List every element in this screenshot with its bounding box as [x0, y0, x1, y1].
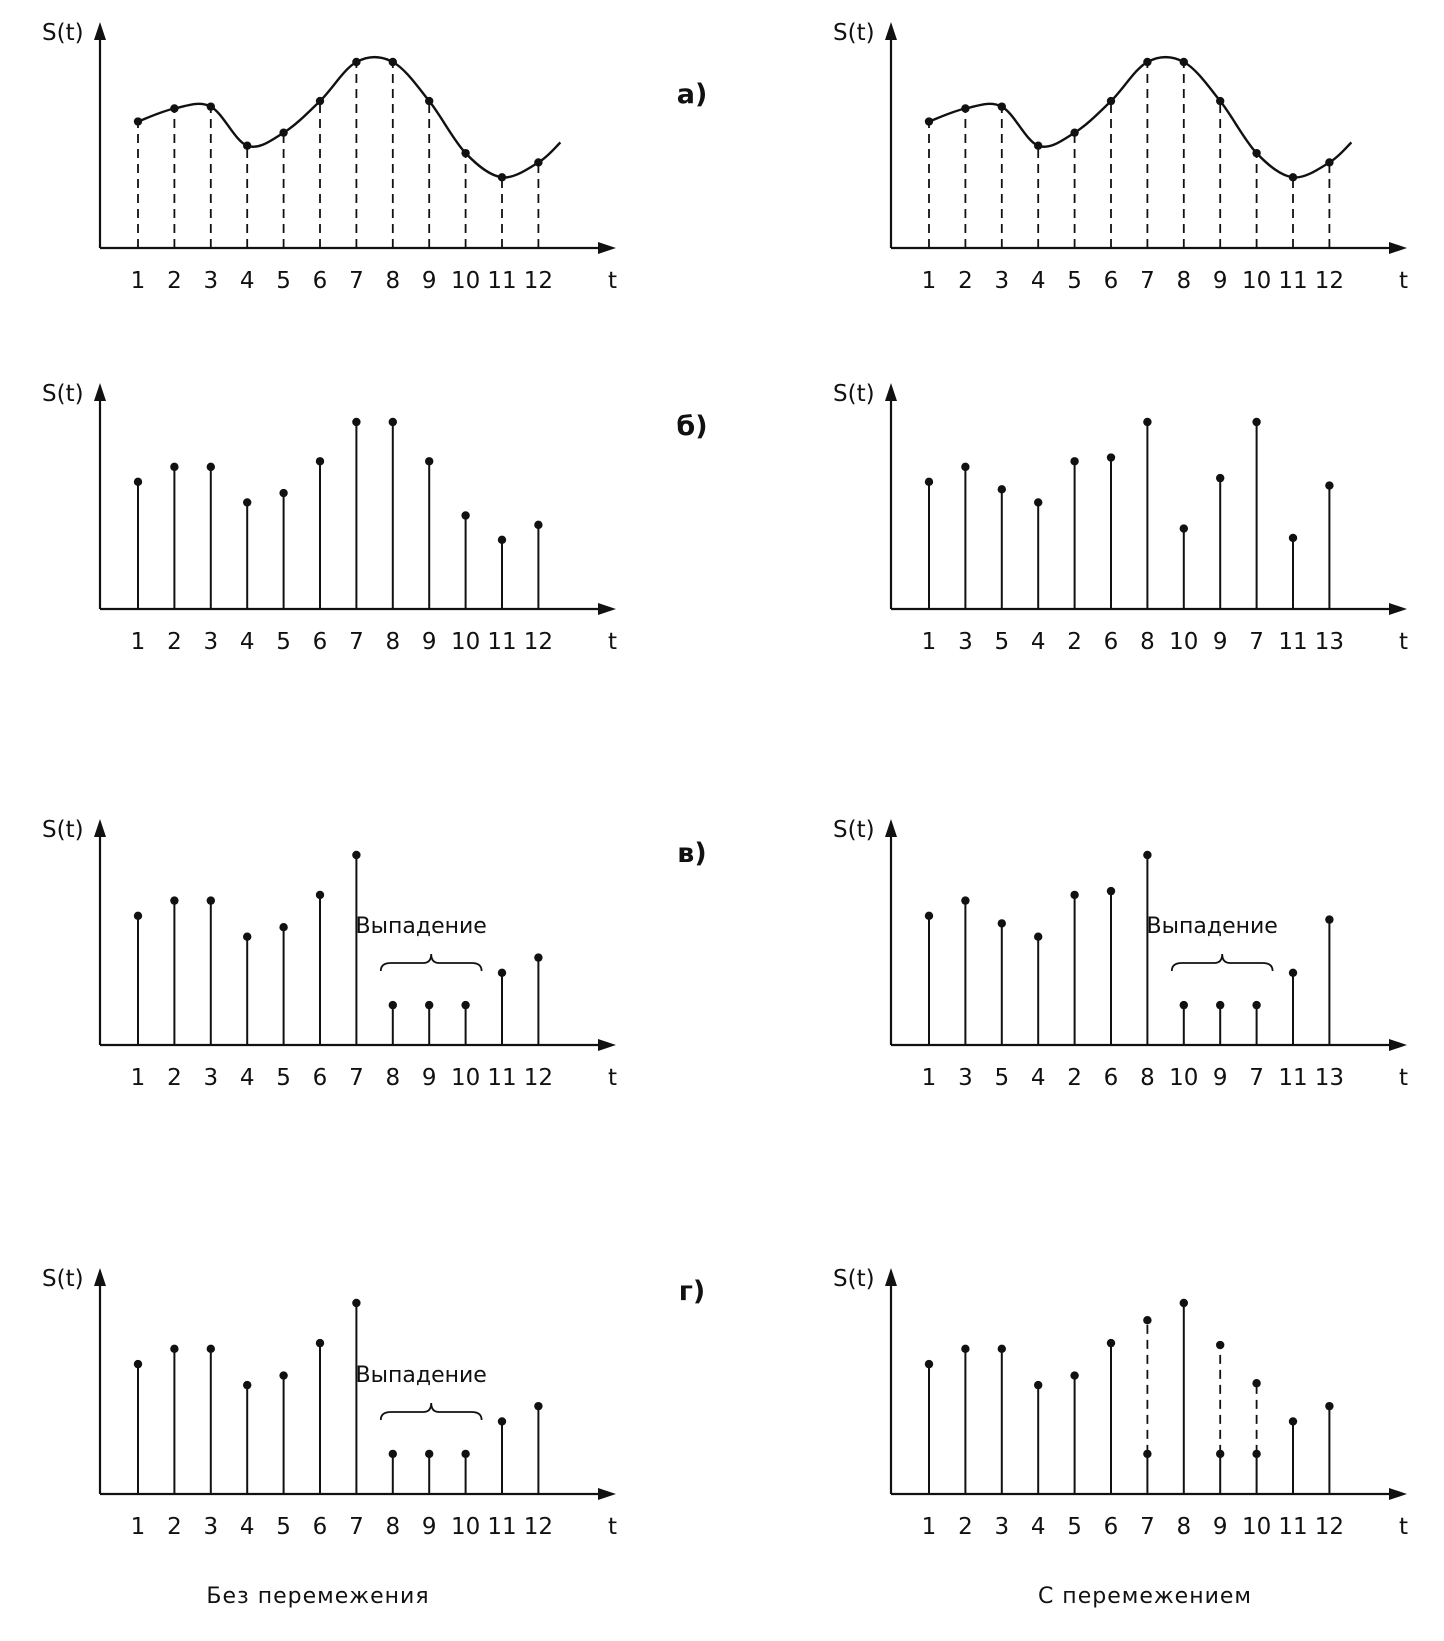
x-axis-arrow	[1389, 1039, 1407, 1051]
stem-point	[243, 1381, 251, 1389]
stem-point	[461, 511, 469, 519]
stem-point	[170, 463, 178, 471]
tick-label: 8	[385, 268, 401, 294]
caption-right: С перемежением	[1037, 1584, 1253, 1609]
sample-point	[1034, 142, 1042, 150]
y-axis-arrow	[885, 383, 897, 401]
y-axis-arrow	[94, 22, 106, 40]
stem-point	[425, 1001, 433, 1009]
stem-point	[1216, 1341, 1224, 1349]
stem-point	[1289, 969, 1297, 977]
stem-point	[1252, 1001, 1260, 1009]
stem-point	[961, 463, 969, 471]
tick-label: 10	[450, 268, 481, 294]
y-axis-arrow	[885, 22, 897, 40]
tick-label: 7	[349, 1065, 364, 1091]
panel-6	[42, 1266, 617, 1540]
sample-point	[1216, 97, 1224, 105]
y-axis-label: S(t)	[833, 381, 875, 407]
sample-point	[925, 117, 933, 125]
stem-point	[316, 1339, 324, 1347]
tick-label: 3	[958, 629, 973, 655]
x-axis-arrow	[1389, 603, 1407, 615]
stem-point	[1252, 1450, 1260, 1458]
stem-point	[279, 489, 287, 497]
y-axis-label: S(t)	[42, 1266, 84, 1292]
stem-point	[316, 891, 324, 899]
stem-point	[498, 969, 506, 977]
tick-label: 4	[1030, 1514, 1046, 1540]
stem-point	[425, 1450, 433, 1458]
stem-point	[243, 933, 251, 941]
tick-label: 9	[1212, 268, 1228, 294]
stem-point	[207, 896, 215, 904]
stem-point	[134, 478, 142, 486]
tick-label: 3	[958, 1065, 973, 1091]
stem-point	[1143, 1450, 1151, 1458]
y-axis-arrow	[94, 1268, 106, 1286]
tick-label: 2	[167, 1514, 182, 1540]
stem-point	[961, 896, 969, 904]
stem-point	[461, 1001, 469, 1009]
sample-point	[1289, 173, 1297, 181]
signal-curve	[929, 57, 1351, 177]
tick-label: 7	[1249, 629, 1264, 655]
tick-label: 11	[487, 1065, 517, 1091]
tick-label: 4	[1030, 268, 1046, 294]
y-axis-arrow	[94, 383, 106, 401]
tick-label: 4	[239, 268, 255, 294]
tick-label: 6	[1103, 629, 1119, 655]
tick-label: 8	[1176, 268, 1192, 294]
tick-label: 3	[994, 268, 1010, 294]
stem-point	[1216, 474, 1224, 482]
tick-label: 8	[1140, 1065, 1155, 1091]
tick-label: 1	[130, 268, 146, 294]
sample-point	[498, 173, 506, 181]
tick-label: 9	[421, 1514, 437, 1540]
stem-point	[925, 912, 933, 920]
tick-label: 8	[1140, 629, 1155, 655]
stem-point	[1289, 534, 1297, 542]
tick-label: 10	[450, 1065, 481, 1091]
x-axis-arrow	[598, 603, 616, 615]
y-axis-arrow	[94, 819, 106, 837]
tick-label: 10	[450, 1514, 481, 1540]
tick-label: 13	[1314, 629, 1345, 655]
tick-label: 7	[1249, 1065, 1264, 1091]
tick-label: 8	[1176, 1514, 1192, 1540]
tick-label: 6	[312, 1514, 328, 1540]
stem-point	[1325, 481, 1333, 489]
sample-point	[243, 142, 251, 150]
stem-point	[534, 953, 542, 961]
tick-label: 7	[349, 629, 364, 655]
tick-label: 4	[239, 1514, 255, 1540]
stem-point	[134, 912, 142, 920]
stem-point	[243, 498, 251, 506]
x-axis-arrow	[598, 242, 616, 254]
stem-point	[998, 919, 1006, 927]
panel-0	[42, 20, 617, 294]
panel-2	[42, 381, 617, 655]
stem-point	[279, 1371, 287, 1379]
panel-label-b: б)	[676, 411, 708, 442]
tick-label: 10	[1241, 268, 1272, 294]
stem-point	[207, 463, 215, 471]
y-axis-label: S(t)	[833, 1266, 875, 1292]
tick-label: 7	[1140, 268, 1155, 294]
stem-point	[1070, 1371, 1078, 1379]
tick-label: 2	[167, 1065, 182, 1091]
sample-point	[1107, 97, 1115, 105]
x-axis-label: t	[1399, 1514, 1409, 1540]
tick-label: 11	[1278, 1065, 1308, 1091]
stem-point	[389, 1001, 397, 1009]
stem-point	[352, 851, 360, 859]
tick-label: 2	[958, 1514, 973, 1540]
tick-label: 5	[994, 1065, 1010, 1091]
sample-point	[389, 58, 397, 66]
stem-point	[170, 1345, 178, 1353]
tick-label: 5	[276, 1514, 291, 1540]
brace	[1172, 954, 1273, 971]
stem-point	[1070, 891, 1078, 899]
tick-label: 4	[1030, 1065, 1046, 1091]
stem-point	[498, 1417, 506, 1425]
stem-point	[134, 1360, 142, 1368]
tick-label: 12	[523, 1514, 554, 1540]
stem-point	[998, 485, 1006, 493]
tick-label: 12	[1314, 268, 1345, 294]
sample-point	[352, 58, 360, 66]
tick-label: 8	[385, 1065, 401, 1091]
y-axis-label: S(t)	[833, 20, 875, 46]
tick-label: 5	[276, 268, 291, 294]
stem-point	[1289, 1417, 1297, 1425]
stem-point	[425, 457, 433, 465]
tick-label: 11	[1278, 1514, 1308, 1540]
sample-point	[425, 97, 433, 105]
sample-point	[961, 104, 969, 112]
tick-label: 5	[276, 1065, 291, 1091]
stem-point	[1034, 933, 1042, 941]
sample-point	[279, 128, 287, 136]
tick-label: 11	[1278, 268, 1308, 294]
stem-point	[1252, 1379, 1260, 1387]
sample-point	[1325, 158, 1333, 166]
tick-label: 1	[921, 268, 937, 294]
y-axis-label: S(t)	[833, 817, 875, 843]
tick-label: 12	[1314, 1514, 1345, 1540]
tick-label: 1	[921, 629, 937, 655]
sample-point	[1180, 58, 1188, 66]
stem-point	[1034, 1381, 1042, 1389]
tick-label: 4	[1030, 629, 1046, 655]
stem-point	[1180, 524, 1188, 532]
tick-label: 12	[523, 629, 554, 655]
tick-label: 3	[203, 1514, 219, 1540]
tick-label: 12	[523, 1065, 554, 1091]
stem-point	[534, 521, 542, 529]
x-axis-label: t	[608, 1514, 618, 1540]
stem-point	[279, 923, 287, 931]
tick-label: 1	[130, 629, 146, 655]
tick-label: 3	[994, 1514, 1010, 1540]
tick-label: 3	[203, 629, 219, 655]
signal-curve	[138, 57, 560, 177]
tick-label: 10	[1169, 1065, 1199, 1091]
stem-point	[1143, 851, 1151, 859]
y-axis-label: S(t)	[42, 20, 84, 46]
tick-label: 5	[1067, 1514, 1082, 1540]
tick-label: 6	[1103, 1514, 1119, 1540]
stem-point	[170, 896, 178, 904]
tick-label: 11	[487, 268, 517, 294]
tick-label: 10	[1169, 629, 1199, 655]
panel-label-v: в)	[677, 838, 707, 869]
stem-point	[207, 1345, 215, 1353]
panel-5	[833, 817, 1408, 1091]
tick-label: 9	[1212, 1514, 1228, 1540]
tick-label: 2	[167, 629, 182, 655]
x-axis-arrow	[1389, 242, 1407, 254]
tick-label: 4	[239, 629, 255, 655]
stem-point	[925, 1360, 933, 1368]
tick-label: 8	[385, 629, 401, 655]
stem-point	[1034, 498, 1042, 506]
sample-point	[207, 102, 215, 110]
stem-point	[1070, 457, 1078, 465]
sample-point	[461, 149, 469, 157]
tick-label: 11	[1278, 629, 1308, 655]
panel-3	[833, 381, 1408, 655]
tick-label: 10	[1241, 1514, 1272, 1540]
panels-layer	[42, 20, 1408, 1540]
stem-point	[1216, 1450, 1224, 1458]
tick-label: 5	[994, 629, 1010, 655]
tick-label: 12	[523, 268, 554, 294]
tick-label: 9	[1212, 629, 1228, 655]
tick-label: 1	[130, 1514, 146, 1540]
stem-point	[389, 1450, 397, 1458]
stem-point	[1180, 1001, 1188, 1009]
tick-label: 7	[1140, 1514, 1155, 1540]
stem-point	[998, 1345, 1006, 1353]
tick-label: 5	[276, 629, 291, 655]
x-axis-label: t	[608, 629, 618, 655]
y-axis-label: S(t)	[42, 817, 84, 843]
tick-label: 8	[385, 1514, 401, 1540]
annotation-text: Выпадение	[1146, 914, 1278, 939]
stem-point	[352, 418, 360, 426]
tick-label: 9	[421, 1065, 437, 1091]
y-axis-label: S(t)	[42, 381, 84, 407]
panel-7	[833, 1266, 1408, 1540]
brace	[381, 954, 482, 971]
annotation-text: Выпадение	[355, 914, 487, 939]
stem-point	[925, 478, 933, 486]
stem-point	[1107, 1339, 1115, 1347]
tick-label: 4	[239, 1065, 255, 1091]
sample-point	[170, 104, 178, 112]
stem-point	[961, 1345, 969, 1353]
tick-label: 6	[312, 268, 328, 294]
sample-point	[316, 97, 324, 105]
stem-point	[461, 1450, 469, 1458]
stem-point	[534, 1402, 542, 1410]
stem-point	[1180, 1299, 1188, 1307]
panel-label-g: г)	[678, 1276, 706, 1307]
sample-point	[1070, 128, 1078, 136]
sample-point	[1252, 149, 1260, 157]
sample-point	[1143, 58, 1151, 66]
tick-label: 9	[421, 629, 437, 655]
caption-left: Без перемежения	[206, 1584, 430, 1609]
stem-point	[1252, 418, 1260, 426]
x-axis-label: t	[1399, 268, 1409, 294]
x-axis-label: t	[608, 268, 618, 294]
annotation-text: Выпадение	[355, 1363, 487, 1388]
tick-label: 1	[921, 1514, 937, 1540]
stem-point	[316, 457, 324, 465]
tick-label: 9	[421, 268, 437, 294]
x-axis-arrow	[1389, 1488, 1407, 1500]
tick-label: 7	[349, 268, 364, 294]
stem-point	[1325, 1402, 1333, 1410]
panel-4	[42, 817, 617, 1091]
y-axis-arrow	[885, 1268, 897, 1286]
panel-1	[833, 20, 1408, 294]
sample-point	[998, 102, 1006, 110]
x-axis-arrow	[598, 1039, 616, 1051]
stem-point	[1325, 915, 1333, 923]
y-axis-arrow	[885, 819, 897, 837]
tick-label: 11	[487, 1514, 517, 1540]
tick-label: 3	[203, 1065, 219, 1091]
tick-label: 2	[958, 268, 973, 294]
tick-label: 5	[1067, 268, 1082, 294]
x-axis-label: t	[608, 1065, 618, 1091]
stem-point	[498, 536, 506, 544]
tick-label: 11	[487, 629, 517, 655]
panel-label-a: а)	[676, 79, 708, 110]
stem-point	[1216, 1001, 1224, 1009]
tick-label: 13	[1314, 1065, 1345, 1091]
tick-label: 6	[1103, 268, 1119, 294]
stem-point	[389, 418, 397, 426]
x-axis-label: t	[1399, 629, 1409, 655]
x-axis-label: t	[1399, 1065, 1409, 1091]
x-axis-arrow	[598, 1488, 616, 1500]
sample-point	[534, 158, 542, 166]
tick-label: 6	[312, 1065, 328, 1091]
tick-label: 6	[312, 629, 328, 655]
sample-point	[134, 117, 142, 125]
tick-label: 2	[1067, 629, 1082, 655]
tick-label: 9	[1212, 1065, 1228, 1091]
tick-label: 2	[167, 268, 182, 294]
tick-label: 1	[130, 1065, 146, 1091]
tick-label: 6	[1103, 1065, 1119, 1091]
stem-point	[1143, 1316, 1151, 1324]
stem-point	[1143, 418, 1151, 426]
tick-label: 2	[1067, 1065, 1082, 1091]
stem-point	[352, 1299, 360, 1307]
stem-point	[1107, 887, 1115, 895]
tick-label: 7	[349, 1514, 364, 1540]
tick-label: 3	[203, 268, 219, 294]
stem-point	[1107, 453, 1115, 461]
tick-label: 10	[450, 629, 481, 655]
tick-label: 1	[921, 1065, 937, 1091]
brace	[381, 1403, 482, 1420]
